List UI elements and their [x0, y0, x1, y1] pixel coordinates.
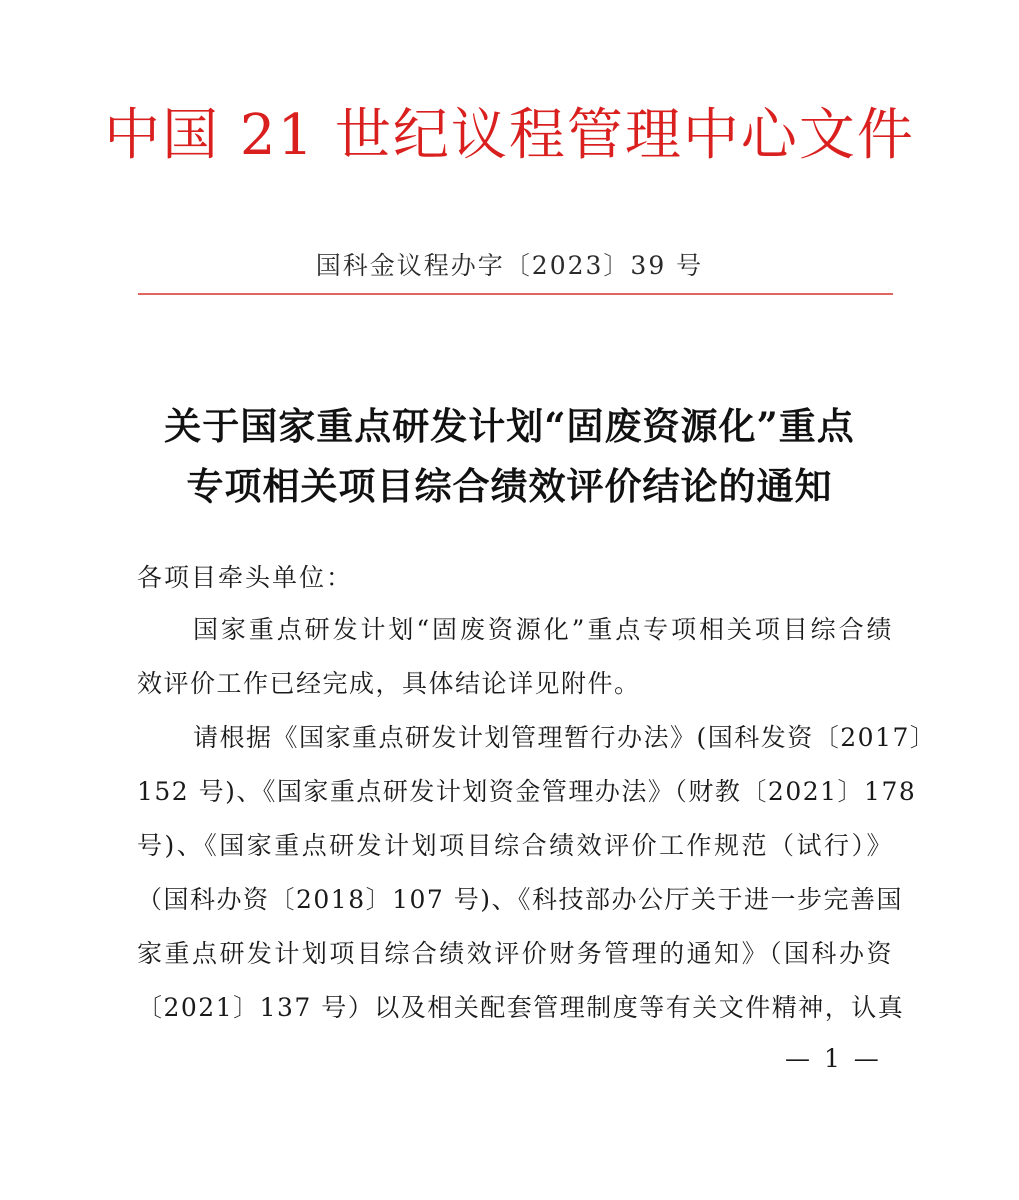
- issuer-header-title: 中国 21 世纪议程管理中心文件: [104, 103, 915, 168]
- paragraph-line: 请根据《国家重点研发计划管理暂行办法》(国科发资〔2017〕: [193, 723, 937, 752]
- subject-line-1: 关于国家重点研发计划“固废资源化”重点: [164, 404, 855, 448]
- page-number: — 1 —: [785, 1044, 882, 1073]
- paragraph-line: 号)、《国家重点研发计划项目综合绩效评价工作规范（试行）》: [137, 831, 893, 860]
- document-number: 国科金议程办字〔2023〕39 号: [315, 251, 704, 280]
- paragraph-line: 152 号)、《国家重点研发计划资金管理办法》（财教〔2021〕178: [137, 777, 917, 806]
- paragraph-line: 〔2021〕137 号）以及相关配套管理制度等有关文件精神，认真: [137, 993, 905, 1022]
- header-divider-rule: [138, 293, 893, 295]
- notice-subject-title: [0, 396, 1019, 516]
- paragraph-line: （国科办资〔2018〕107 号)、《科技部办公厅关于进一步完善国: [137, 885, 904, 914]
- salutation: 各项目牵头单位：: [137, 563, 354, 592]
- paragraph-line: 家重点研发计划项目综合绩效评价财务管理的通知》（国科办资: [137, 939, 893, 968]
- paragraph-line: 效评价工作已经完成，具体结论详见附件。: [137, 669, 641, 698]
- paragraph-line: 国家重点研发计划“固废资源化”重点专项相关项目综合绩: [193, 615, 893, 644]
- subject-line-2: 专项相关项目综合绩效评价结论的通知: [186, 464, 833, 508]
